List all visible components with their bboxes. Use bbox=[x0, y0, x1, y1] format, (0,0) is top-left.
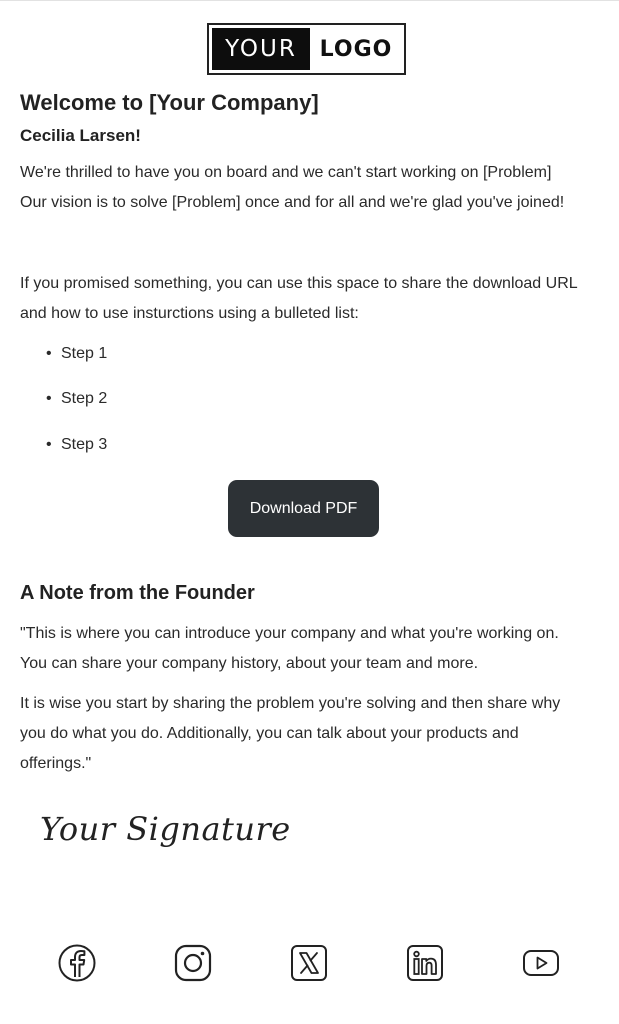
company-logo[interactable] bbox=[207, 23, 406, 75]
step-label: Step 2 bbox=[61, 390, 108, 407]
youtube-icon[interactable] bbox=[521, 943, 561, 983]
step-label: Step 3 bbox=[61, 436, 108, 453]
x-icon[interactable] bbox=[289, 943, 329, 983]
founder-p1-line-2: You can share your company history, about your team and more. bbox=[20, 655, 479, 672]
founder-signature: Your Signature bbox=[40, 810, 291, 848]
step-label: Step 1 bbox=[61, 345, 108, 362]
founder-p1-line-1: "This is where you can introduce your company and what you're working on. bbox=[20, 625, 559, 642]
welcome-text-line-1: We're thrilled to have you on board and we can't start working on [Problem] bbox=[20, 164, 552, 181]
instructions-line-2: and how to use insturctions using a bulleted list: bbox=[20, 305, 359, 322]
list-item bbox=[46, 345, 107, 363]
founder-heading: A Note from the Founder bbox=[20, 582, 255, 604]
linkedin-icon[interactable] bbox=[405, 943, 445, 983]
list-item bbox=[46, 436, 107, 454]
instructions-line-1: If you promised something, you can use this space to share the download URL bbox=[20, 275, 578, 292]
list-item bbox=[46, 390, 107, 408]
facebook-icon[interactable] bbox=[57, 943, 97, 983]
welcome-text-line-2: Our vision is to solve [Problem] once and for all and we're glad you've joined! bbox=[20, 194, 565, 211]
founder-p2-line-3: offerings." bbox=[20, 755, 92, 772]
recipient-name: Cecilia Larsen! bbox=[20, 126, 141, 145]
download-pdf-button[interactable]: Download PDF bbox=[228, 480, 379, 537]
top-divider bbox=[0, 0, 619, 1]
logo-right-text: LOGO bbox=[319, 36, 393, 62]
welcome-title: Welcome to [Your Company] bbox=[20, 90, 319, 115]
founder-p2-line-2: you do what you do. Additionally, you can talk about your products and bbox=[20, 725, 519, 742]
instagram-icon[interactable] bbox=[173, 943, 213, 983]
logo-left-block: YOUR bbox=[212, 28, 310, 70]
founder-p2-line-1: It is wise you start by sharing the problem you're solving and then share why bbox=[20, 695, 561, 712]
